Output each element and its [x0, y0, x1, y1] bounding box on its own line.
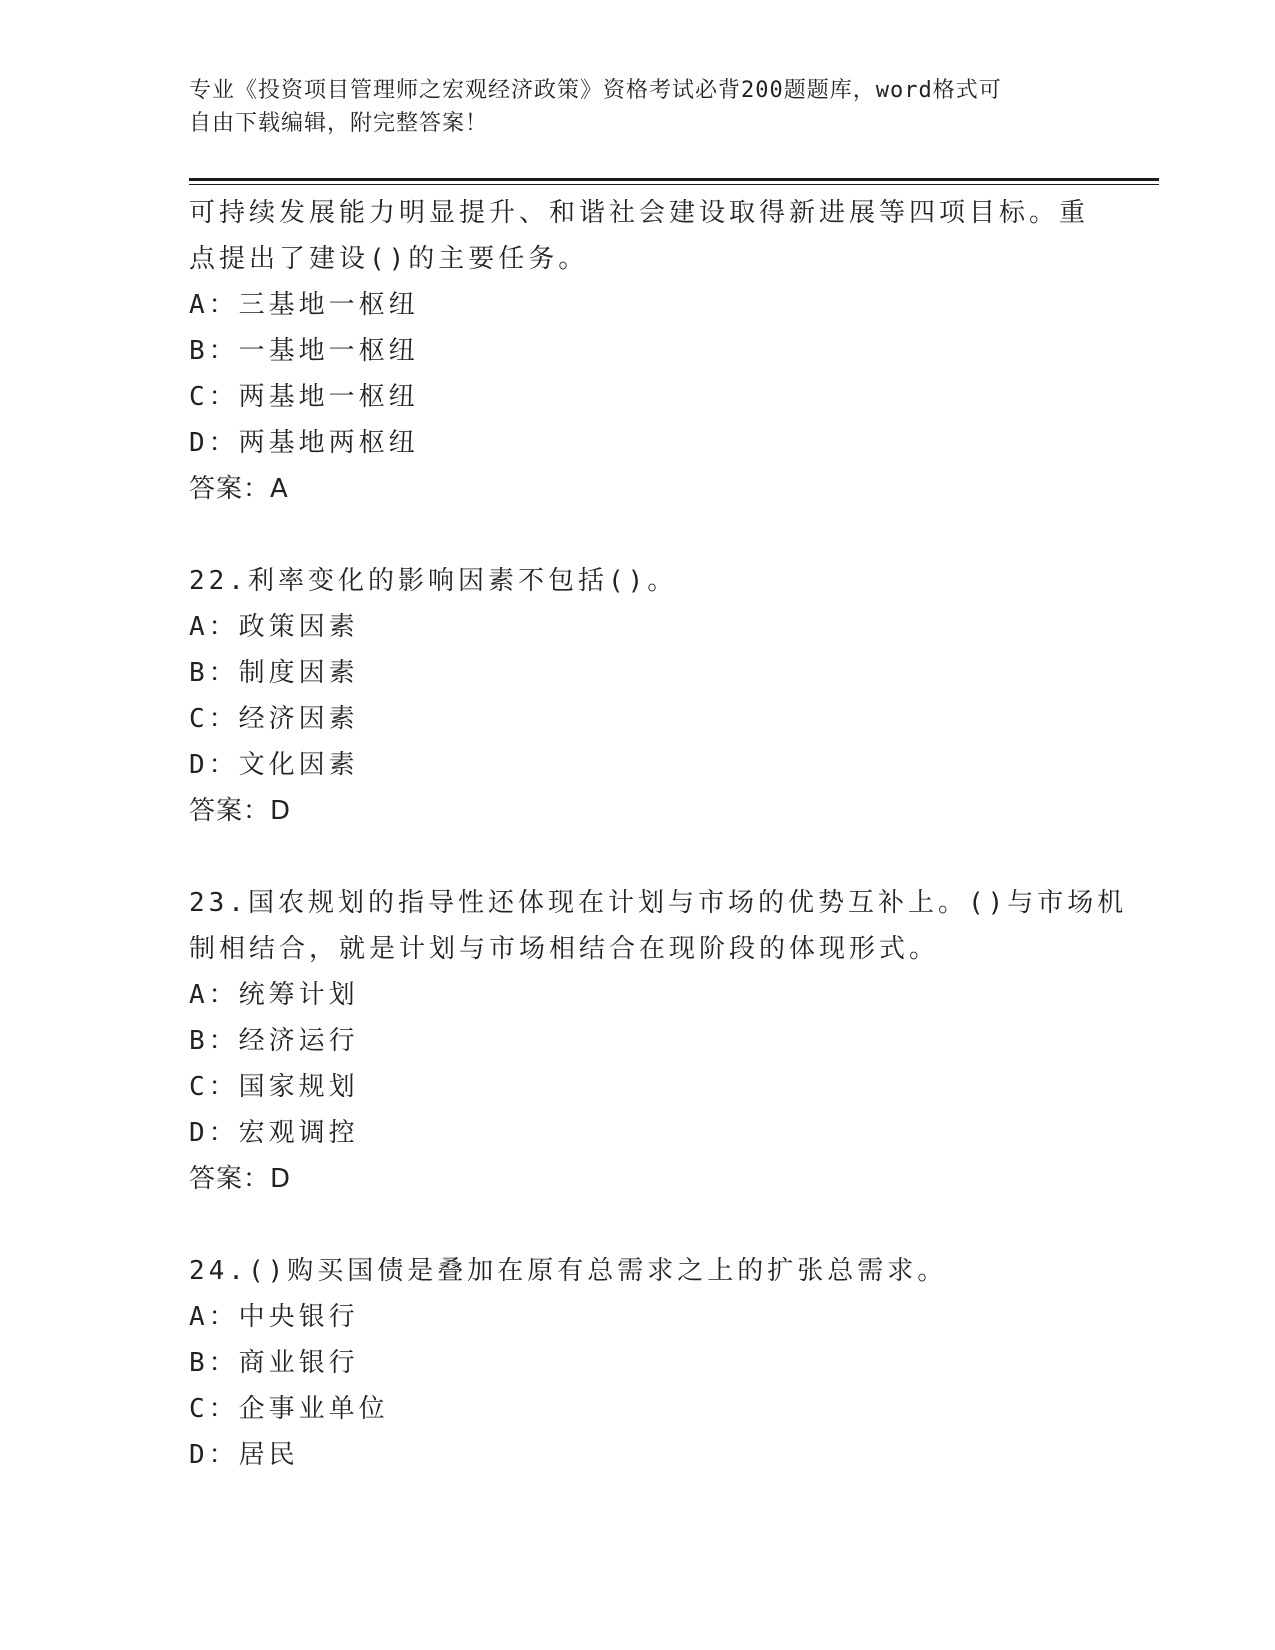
header-line-2: 自由下载编辑，附完整答案！ — [189, 111, 489, 136]
option-b: B：经济运行 — [189, 1026, 359, 1056]
spacer — [189, 512, 1089, 558]
option-c: C：两基地一枢纽 — [189, 382, 419, 412]
question-23 — [189, 880, 1128, 1202]
question-24 — [189, 1248, 1089, 1478]
spacer — [189, 1202, 1089, 1248]
option-a: A：中央银行 — [189, 1302, 359, 1332]
question-text: 22.利率变化的影响因素不包括()。 — [189, 566, 678, 596]
option-d: D：宏观调控 — [189, 1118, 359, 1148]
option-c: C：经济因素 — [189, 704, 359, 734]
document-header — [189, 74, 1069, 140]
question-text: 点提出了建设()的主要任务。 — [189, 244, 589, 274]
option-c: C：国家规划 — [189, 1072, 359, 1102]
header-divider-thin — [189, 184, 1159, 185]
option-a: A：统筹计划 — [189, 980, 359, 1010]
header-divider-thick — [189, 178, 1159, 181]
question-21 — [189, 190, 1089, 512]
question-22 — [189, 558, 1089, 834]
header-line-1: 专业《投资项目管理师之宏观经济政策》资格考试必背200题题库，word格式可 — [189, 78, 1002, 103]
option-d: D：居民 — [189, 1440, 299, 1470]
option-d: D：两基地两枢纽 — [189, 428, 419, 458]
answer: 答案：A — [189, 474, 289, 504]
option-b: B：商业银行 — [189, 1348, 359, 1378]
option-b: B：制度因素 — [189, 658, 359, 688]
spacer — [189, 834, 1089, 880]
option-a: A：三基地一枢纽 — [189, 290, 419, 320]
question-text: 可持续发展能力明显提升、和谐社会建设取得新进展等四项目标。重 — [189, 198, 1090, 228]
option-c: C：企事业单位 — [189, 1394, 389, 1424]
answer: 答案：D — [189, 1164, 292, 1194]
option-d: D：文化因素 — [189, 750, 359, 780]
question-text: 23.国农规划的指导性还体现在计划与市场的优势互补上。()与市场机 — [189, 888, 1128, 918]
option-b: B：一基地一枢纽 — [189, 336, 419, 366]
option-a: A：政策因素 — [189, 612, 359, 642]
question-text: 24.()购买国债是叠加在原有总需求之上的扩张总需求。 — [189, 1256, 948, 1286]
answer: 答案：D — [189, 796, 292, 826]
question-list — [189, 190, 1128, 1478]
question-text: 制相结合，就是计划与市场相结合在现阶段的体现形式。 — [189, 934, 940, 964]
